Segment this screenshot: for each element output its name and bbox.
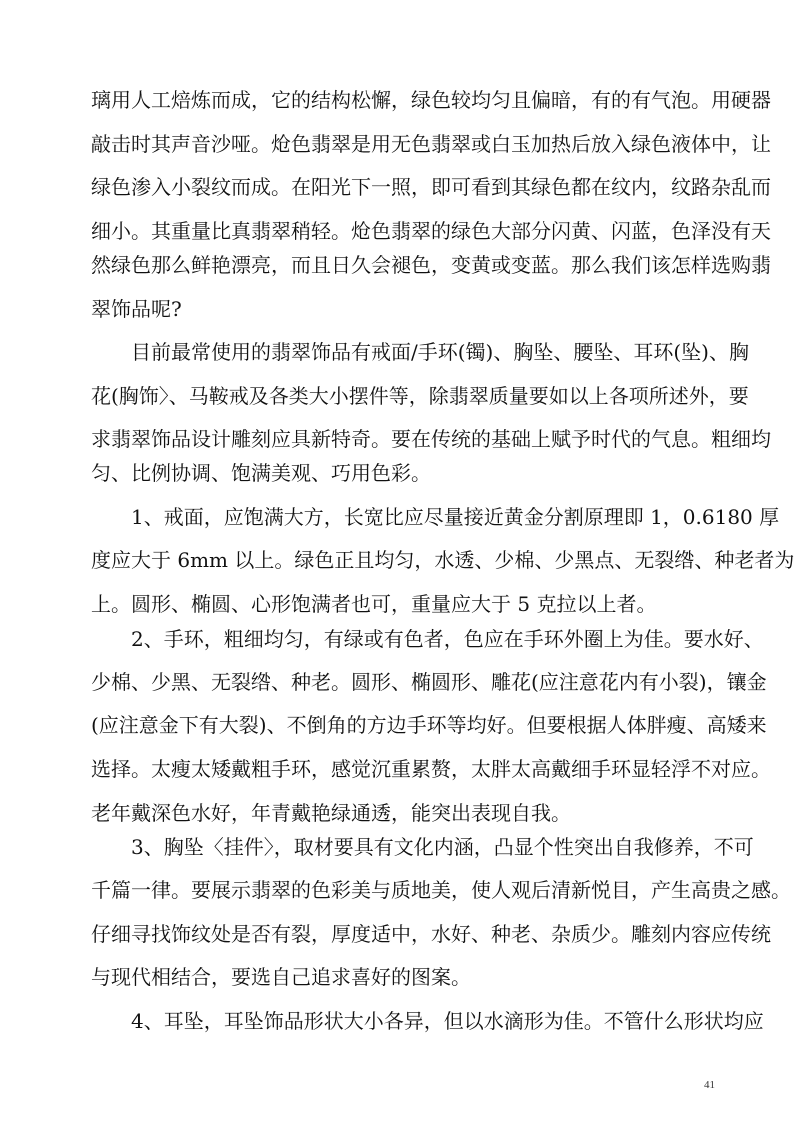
text-line: 老年戴深色水好，年青戴艳绿通透，能突出表现自我。 <box>91 801 571 825</box>
page-number: 41 <box>704 1079 715 1091</box>
text-line: 少棉、少黑、无裂绺、种老。圆形、椭圆形、雕花(应注意花内有小裂)，镶金 <box>91 670 767 694</box>
text-line: 2、手环，粗细均匀，有绿或有色者，色应在手环外圈上为佳。要水好、 <box>91 627 764 651</box>
text-line: 与现代相结合，要选自己追求喜好的图案。 <box>91 965 471 989</box>
text-line: 求翡翠饰品设计雕刻应具新特奇。要在传统的基础上赋予时代的气息。粗细均 <box>91 427 771 451</box>
text-line: 翠饰品呢? <box>91 297 182 321</box>
text-line: 上。圆形、椭圆、心形饱满者也可，重量应大于 5 克拉以上者。 <box>91 592 657 616</box>
text-line: 度应大于 6mm 以上。绿色正且均匀，水透、少棉、少黑点、无裂绺、种老者为 <box>91 548 795 572</box>
text-line: 敲击时其声音沙哑。炝色翡翠是用无色翡翠或白玉加热后放入绿色液体中，让 <box>91 132 771 156</box>
text-line: 3、胸坠〈挂件〉，取材要具有文化内涵，凸显个性突出自我修养，不可 <box>91 835 754 859</box>
text-line: 千篇一律。要展示翡翠的色彩美与质地美，使人观后清新悦目，产生高贵之感。 <box>91 878 791 902</box>
text-line: 细小。其重量比真翡翠稍轻。炝色翡翠的绿色大部分闪黄、闪蓝，色泽没有天 <box>91 219 771 243</box>
text-line: 然绿色那么鲜艳漂亮，而且日久会褪色，变黄或变蓝。那么我们该怎样选购翡 <box>91 253 771 277</box>
text-line: 璃用人工焙炼而成，它的结构松懈，绿色较均匀且偏暗，有的有气泡。用硬器 <box>91 88 771 112</box>
text-line: (应注意金下有大裂)、不倒角的方边手环等均好。但要根据人体胖瘦、高矮来 <box>91 713 767 737</box>
text-line: 绿色渗入小裂纹而成。在阳光下一照，即可看到其绿色都在纹内，纹路杂乱而 <box>91 175 771 199</box>
text-line: 仔细寻找饰纹处是否有裂，厚度适中，水好、种老、杂质少。雕刻内容应传统 <box>91 922 771 946</box>
text-line: 匀、比例协调、饱满美观、巧用色彩。 <box>91 461 431 485</box>
text-line: 目前最常使用的翡翠饰品有戒面/手环(镯)、胸坠、腰坠、耳环(坠)、胸 <box>91 340 749 364</box>
text-line: 1、戒面，应饱满大方，长宽比应尽量接近黄金分割原理即 1，0.6180 厚 <box>91 505 780 529</box>
text-line: 花(胸饰〉、马鞍戒及各类大小摆件等，除翡翠质量要如以上各项所述外，要 <box>91 384 749 408</box>
text-line: 选择。太瘦太矮戴粗手环，感觉沉重累赘，太胖太高戴细手环显轻浮不对应。 <box>91 757 771 781</box>
text-line: 4、耳坠，耳坠饰品形状大小各异，但以水滴形为佳。不管什么形状均应 <box>91 1009 764 1033</box>
